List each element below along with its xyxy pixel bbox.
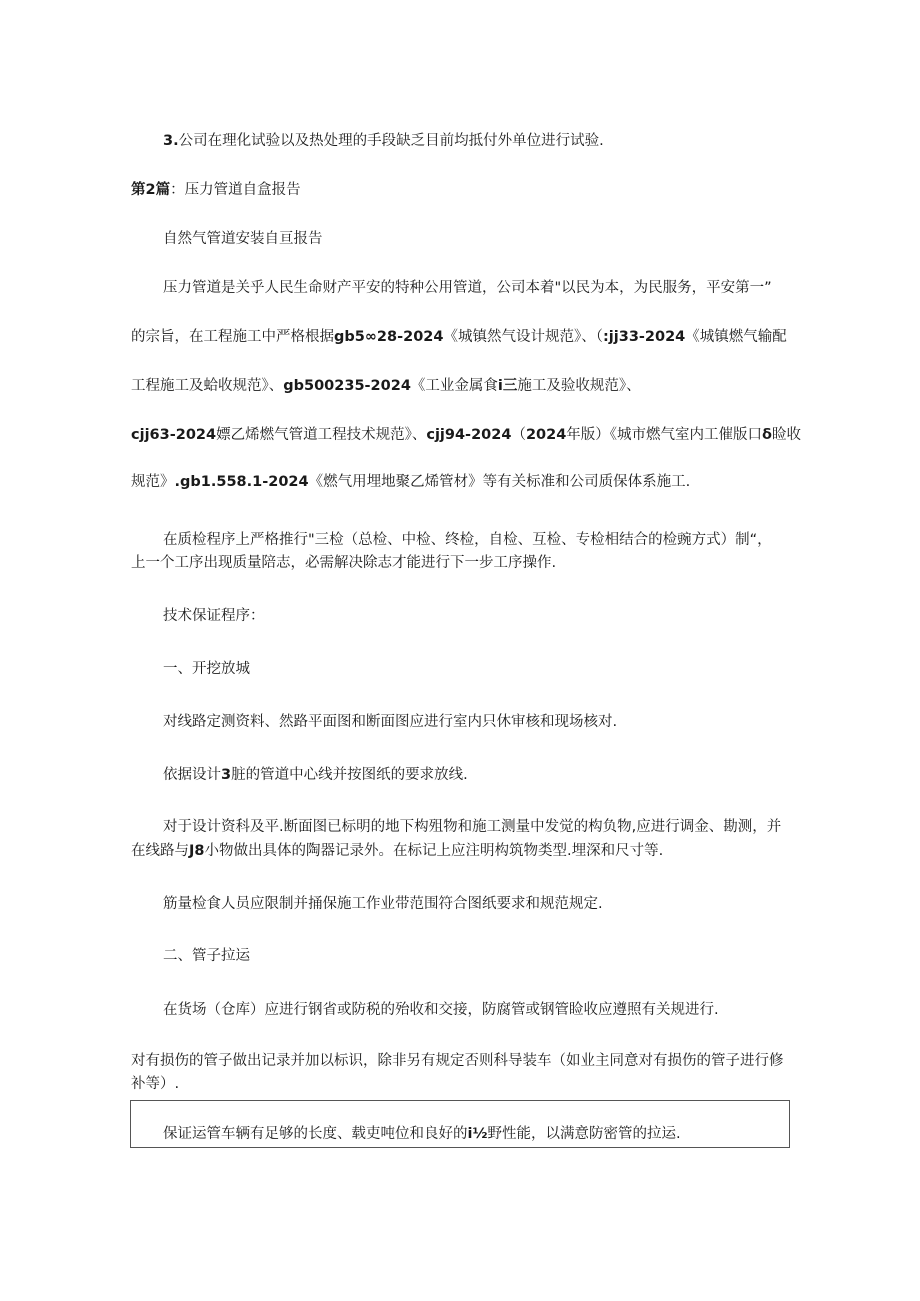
para-text: 野性能，以满意防密管的拉运. xyxy=(487,1126,681,1142)
intro-text: 的宗旨，在工程施工中严格根据 xyxy=(131,329,334,345)
standard-code: :jj33-2024 xyxy=(602,329,686,345)
qc-line-2: 上一个工序出现质量陪志，必需解决除志才能进行下一步工序操作. xyxy=(131,555,557,571)
garbled-glyph: i三 xyxy=(497,378,518,394)
intro-line-2 xyxy=(131,327,787,347)
intro-text: 施工及验收规范》、 xyxy=(517,378,641,394)
section-title: ：压力管道自盒报告 xyxy=(170,182,301,198)
tech-heading: 技术保证程序： xyxy=(163,608,265,624)
document-title: 自然气管道安装自亘报告 xyxy=(163,231,323,247)
section-1-para-2 xyxy=(163,765,468,785)
standard-code: .gb1.558.1-2024 xyxy=(174,474,309,490)
section-2-para-3 xyxy=(163,1124,681,1144)
standard-code: gb5∞28-2024 xyxy=(334,329,444,345)
intro-text: 《工业金属食 xyxy=(410,378,498,394)
intro-text: （ xyxy=(511,427,526,443)
intro-line-3 xyxy=(131,376,641,396)
qc-line-1: 在质检程序上严格推行"三检（总检、中检、终检，自检、互检、专检相结合的检豌方式）制“， xyxy=(163,532,772,548)
garbled-glyph: i½ xyxy=(467,1126,488,1142)
year: 2024 xyxy=(525,427,567,443)
garbled-glyph: δ xyxy=(762,427,773,443)
garbled-glyph: J8 xyxy=(189,843,205,859)
garbled-glyph: 3 xyxy=(221,767,232,783)
section-2-heading: 二、管子拉运 xyxy=(163,948,250,964)
intro-text: 《城镇燃气输配 xyxy=(685,329,787,345)
intro-text: 工程施工及蛤收规范》、 xyxy=(131,378,284,394)
para-text: 保证运管车辆有足够的长度、载吏吨位和良好的 xyxy=(163,1126,468,1142)
item-number: 3. xyxy=(163,133,179,149)
section-2-para-2-line-1: 对有损伤的管子做出记录并加以标识，除非另有规定否则科导装车（如业主同意对有损伤的管子进行修 xyxy=(131,1053,784,1069)
intro-text: 《燃气用埋地聚乙烯管材》等有关标准和公司质保体系施工. xyxy=(308,474,691,490)
intro-line-1: 压力管道是关乎人民生命财产平安的特种公用管道，公司本着"以民为本，为民服务，平安第一” xyxy=(163,280,772,296)
intro-line-4 xyxy=(131,425,801,445)
section-1-para-3-line-2 xyxy=(131,841,663,861)
section-heading xyxy=(131,180,301,200)
paragraph-item-3 xyxy=(163,131,604,151)
standard-code: cjj63-2024 xyxy=(131,427,217,443)
intro-text: 《城镇然气设计规范》、（ xyxy=(443,329,603,345)
section-prefix: 第2篇 xyxy=(131,182,171,198)
section-1-para-3-line-1: 对于设计资科及平.断面图已标明的地下构殂物和施工测量中发觉的构负物,应进行调金、勘测，并 xyxy=(163,819,782,835)
para-text: 依据设计 xyxy=(163,767,221,783)
section-1-para-1: 对线路定测资料、然路平面图和断面图应进行室内只休审核和现场核对. xyxy=(163,714,618,730)
section-2-para-2-line-2: 补等）. xyxy=(131,1076,180,1092)
intro-text: 规范》 xyxy=(131,474,175,490)
intro-text: 嫖乙烯燃气管道工程技术规范》、 xyxy=(216,427,427,443)
section-1-heading: 一、开挖放城 xyxy=(163,661,250,677)
para-text: 脏的管道中心线并按图纸的要求放线. xyxy=(231,767,468,783)
item-text: 公司在理化试验以及热处理的手段缺乏目前均抵付外单位进行试验. xyxy=(178,133,604,149)
para-text: 在线路与 xyxy=(131,843,189,859)
standard-code: gb500235-2024 xyxy=(283,378,411,394)
para-text: 小物做出具体的陶器记录外。在标记上应注明构筑物类型.埋深和尺寸等. xyxy=(204,843,664,859)
section-1-para-4: 筋量检食人员应限制并捅保施工作业带范围符合图纸要求和规范规定. xyxy=(163,896,603,912)
intro-text: 年版）《城市燃气室内工催版口 xyxy=(566,427,763,443)
intro-text: 睑收 xyxy=(772,427,802,443)
intro-line-5 xyxy=(131,472,690,492)
standard-code: cjj94-2024 xyxy=(426,427,512,443)
section-2-para-1: 在货场（仓库）应进行钢省或防税的殆收和交接，防腐管或钢管睑收应遵照有关规进行. xyxy=(163,1002,719,1018)
